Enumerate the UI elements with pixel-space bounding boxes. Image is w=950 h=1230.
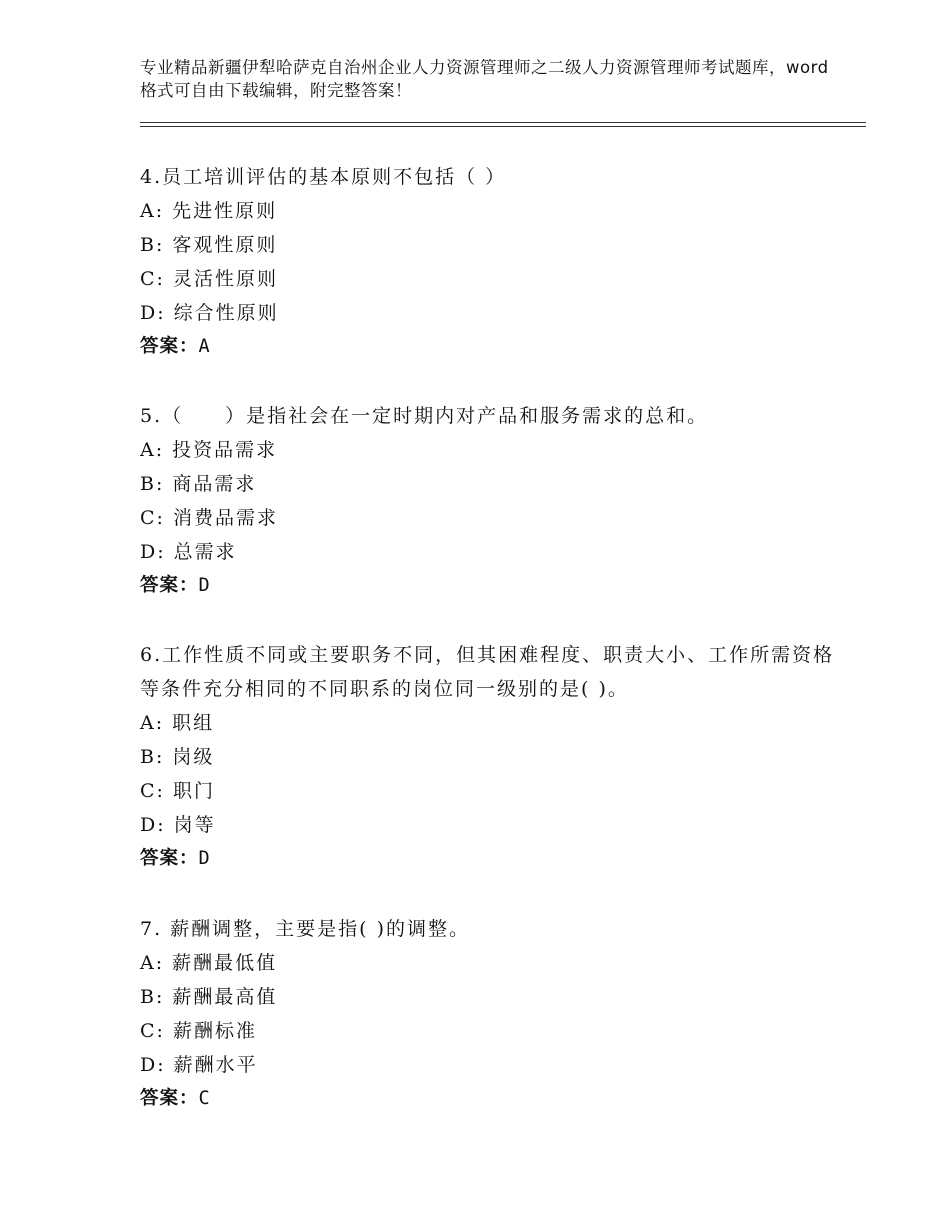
question-6 <box>140 638 840 876</box>
answer-value: A <box>198 336 211 357</box>
option-b: B: 客观性原则 <box>140 234 278 256</box>
question-stem: 6.工作性质不同或主要职务不同，但其困难程度、职责大小、工作所需资格等条件充分相同的不同职系的岗位同一级别的是( )。 <box>140 644 835 700</box>
option-c: C: 薪酬标准 <box>140 1020 257 1042</box>
option-d: D: 薪酬水平 <box>140 1054 258 1076</box>
option-a: A: 投资品需求 <box>140 439 278 461</box>
answer-line <box>140 569 840 603</box>
header-divider-bottom <box>140 126 866 127</box>
question-4 <box>140 160 840 364</box>
option-a: A: 职组 <box>140 712 215 734</box>
option-b: B: 薪酬最高值 <box>140 986 278 1008</box>
answer-line <box>140 842 840 876</box>
option-c: C: 灵活性原则 <box>140 268 278 290</box>
question-7 <box>140 912 840 1116</box>
answer-label: 答案： <box>140 575 199 596</box>
option-d: D: 岗等 <box>140 814 216 836</box>
option-d: D: 总需求 <box>140 541 237 563</box>
answer-label: 答案： <box>140 336 199 357</box>
answer-label: 答案： <box>140 1088 199 1109</box>
answer-value: D <box>198 848 211 869</box>
header-divider-top <box>140 122 866 123</box>
header-title: 专业精品新疆伊犁哈萨克自治州企业人力资源管理师之二级人力资源管理师考试题库，word格式可自由下载编辑，附完整答案！ <box>140 58 829 100</box>
option-b: B: 岗级 <box>140 746 215 768</box>
question-stem: 4.员工培训评估的基本原则不包括（ ） <box>140 166 507 188</box>
document-header <box>140 56 830 102</box>
option-b: B: 商品需求 <box>140 473 257 495</box>
option-a: A: 薪酬最低值 <box>140 952 278 974</box>
option-a: A: 先进性原则 <box>140 200 278 222</box>
answer-label: 答案： <box>140 848 199 869</box>
answer-line <box>140 330 840 364</box>
option-d: D: 综合性原则 <box>140 302 279 324</box>
option-c: C: 消费品需求 <box>140 507 278 529</box>
answer-value: C <box>198 1088 211 1109</box>
option-c: C: 职门 <box>140 780 215 802</box>
answer-value: D <box>198 575 211 596</box>
answer-line <box>140 1082 840 1116</box>
question-stem: 5.（ ）是指社会在一定时期内对产品和服务需求的总和。 <box>140 405 709 427</box>
question-stem: 7. 薪酬调整，主要是指( )的调整。 <box>140 918 471 940</box>
question-5 <box>140 399 840 603</box>
